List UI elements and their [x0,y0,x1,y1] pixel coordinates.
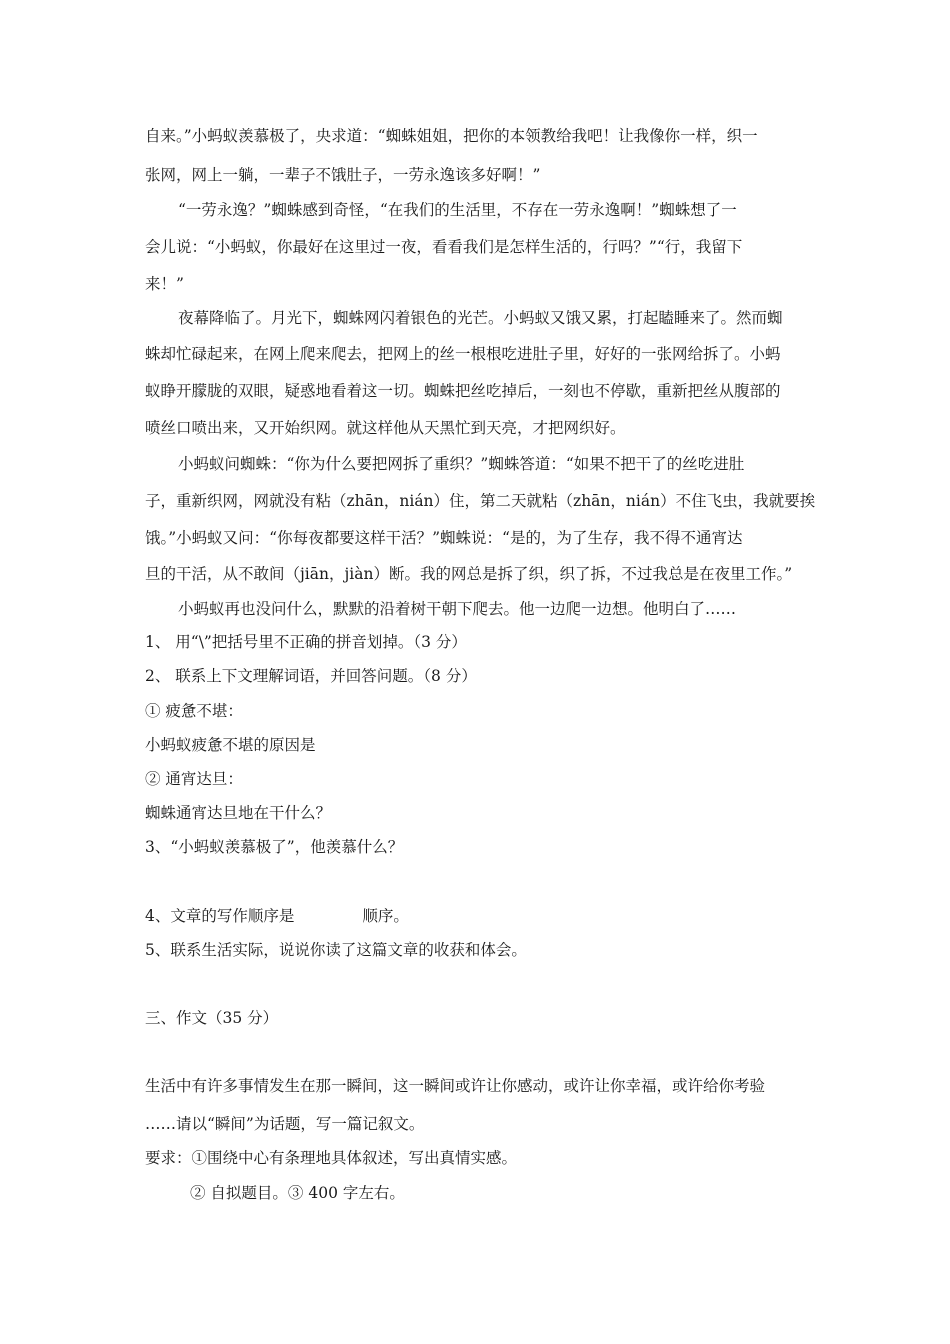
question-2b-text: 蜘蛛通宵达旦地在干什么？ [145,804,332,822]
question-4-text: 4、文章的写作顺序是 [145,907,295,925]
story-line: 张网，网上一躺，一辈子不饿肚子，一劳永逸该多好啊！” [145,166,541,184]
story-line: 喷丝口喷出来，又开始织网。就这样他从天黑忙到天亮，才把网织好。 [145,419,626,437]
composition-prompt: ……请以“瞬间”为话题，写一篇记叙文。 [145,1115,425,1133]
story-line: 旦的干活，从不敢间（jiān，jiàn）断。我的网总是拆了织，织了拆，不过我总是在夜里工作。” [145,565,793,583]
story-line: 来！” [145,275,184,293]
question-1: 1、 用“\”把括号里不正确的拼音划掉。（3 分） [145,633,467,651]
story-line: 子，重新织网，网就没有粘（zhān，nián）住，第二天就粘（zhān，nián）不住飞虫，我就要挨 [145,492,816,510]
question-3: 3、“小蚂蚁羡慕极了”，他羡慕什么？ [145,838,404,856]
question-2b-label: ② 通宵达旦： [145,770,243,788]
story-line: “一劳永逸？”蜘蛛感到奇怪，“在我们的生活里，不存在一劳永逸啊！”蜘蛛想了一 [178,201,737,219]
story-line [145,124,807,146]
story-text: 自来。”小蚂蚁羡慕极了，央求道：“蜘蛛姐姐，把你的本领教给我吧！让我像你一样，织一 [145,127,758,145]
composition-requirements: ② 自拟题目。③ 400 字左右。 [190,1184,405,1202]
composition-requirements: 要求：①围绕中心有条理地具体叙述，写出真情实感。 [145,1149,518,1167]
question-2a-text: 小蚂蚁疲惫不堪的原因是 [145,736,316,754]
composition-prompt-text: 生活中有许多事情发生在那一瞬间，这一瞬间或许让你感动，或许让你幸福，或许给你考验 [145,1077,766,1095]
story-line: 蛛却忙碌起来，在网上爬来爬去，把网上的丝一根根吃进肚子里，好好的一张网给拆了。小蚂 [145,345,781,363]
question-5: 5、联系生活实际，说说你读了这篇文章的收获和体会。 [145,941,527,959]
question-2: 2、 联系上下文理解词语，并回答问题。（8 分） [145,667,477,685]
composition-prompt [145,1074,807,1096]
question-2a-label: ① 疲惫不堪： [145,702,243,720]
question-4 [145,904,409,926]
story-line: 夜幕降临了。月光下，蜘蛛网闪着银色的光芒。小蚂蚁又饿又累，打起瞌睡来了。然而蜘 [178,309,783,327]
story-line: 小蚂蚁问蜘蛛：“你为什么要把网拆了重织？”蜘蛛答道：“如果不把干了的丝吃进肚 [178,455,745,473]
composition-heading: 三、作文（35 分） [145,1009,279,1027]
story-line: 蚁睁开朦胧的双眼，疑惑地看着这一切。蜘蛛把丝吃掉后，一刻也不停歇，重新把丝从腹部的 [145,382,781,400]
story-line: 饿。”小蚂蚁又问：“你每夜都要这样干活？”蜘蛛说：“是的，为了生存，我不得不通宵达 [145,529,743,547]
story-line: 会儿说：“小蚂蚁，你最好在这里过一夜，看看我们是怎样生活的，行吗？”“行，我留下 [145,238,743,256]
question-4-suffix: 顺序。 [362,907,409,925]
story-line: 小蚂蚁再也没问什么，默默的沿着树干朝下爬去。他一边爬一边想。他明白了…… [178,600,737,618]
